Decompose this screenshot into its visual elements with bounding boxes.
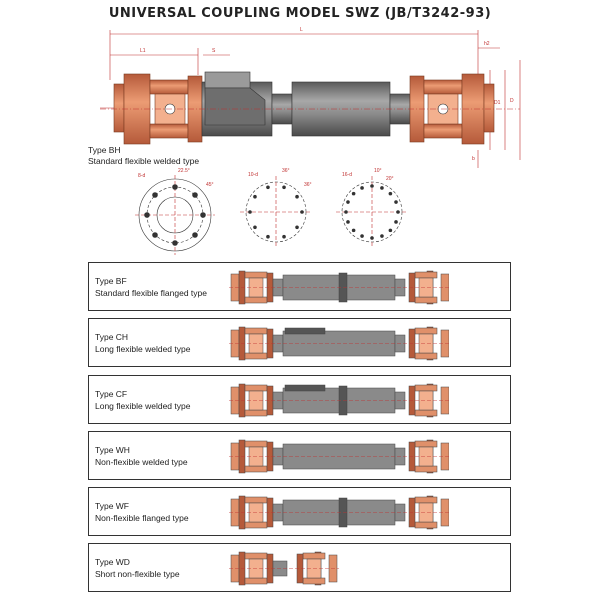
yoke-arm xyxy=(415,353,437,359)
bolt-hole xyxy=(346,200,350,204)
variant-desc: Non-flexible flanged type xyxy=(95,513,189,523)
yoke-arm xyxy=(415,441,437,447)
variant-desc: Long flexible welded type xyxy=(95,401,191,411)
dim-label-D1: D1 xyxy=(494,100,501,106)
yoke-arm xyxy=(245,466,267,472)
bolt-hole xyxy=(394,200,398,204)
variant-panel-wf xyxy=(88,487,511,536)
angle-label-7: 16-d xyxy=(342,172,353,178)
bolt-hole xyxy=(295,195,299,199)
yoke-arm xyxy=(245,328,267,334)
angle-label-9: 20° xyxy=(386,176,394,182)
dim-label-b: b xyxy=(472,156,475,162)
angle-label-5: 36° xyxy=(282,168,290,174)
bolt-hole xyxy=(266,235,270,239)
bolt-hole xyxy=(266,185,270,189)
yoke-arm xyxy=(245,272,267,278)
yoke-arm xyxy=(303,553,325,559)
dim-label-D: D xyxy=(510,98,514,104)
coupling-drawing xyxy=(229,544,449,593)
variant-name: Type BF xyxy=(95,276,127,286)
bolt-hole xyxy=(282,185,286,189)
yoke-arm xyxy=(415,385,437,391)
yoke-arm xyxy=(245,553,267,559)
coupling-drawing xyxy=(229,376,449,425)
yoke-arm xyxy=(245,522,267,528)
bolt-hole xyxy=(253,195,257,199)
spline-sleeve xyxy=(285,385,325,391)
variant-panel-wh xyxy=(88,431,511,480)
variant-desc: Standard flexible flanged type xyxy=(95,288,207,298)
bolt-hole xyxy=(396,210,400,214)
variant-name: Type CF xyxy=(95,389,128,399)
main-type-desc: Standard flexible welded type xyxy=(88,156,200,166)
bolt-hole xyxy=(370,236,374,240)
main-type-label xyxy=(88,145,199,167)
coupling-drawing xyxy=(229,263,449,312)
yoke-arm xyxy=(245,441,267,447)
bolt-hole xyxy=(248,210,252,214)
variant-panel-ch xyxy=(88,318,511,367)
yoke-arm xyxy=(415,497,437,503)
yoke-arm xyxy=(245,353,267,359)
variant-panel-cf xyxy=(88,375,511,424)
variant-desc: Non-flexible welded type xyxy=(95,457,188,467)
yoke-arm xyxy=(415,297,437,303)
main-type-name: Type BH xyxy=(88,145,121,155)
bolt-hole xyxy=(360,186,364,190)
angle-label-6: 36° xyxy=(304,182,312,188)
angle-label-4: 10-d xyxy=(248,172,259,178)
dim-label-h2: h2 xyxy=(484,41,490,47)
variant-panel-bf xyxy=(88,262,511,311)
bolt-hole xyxy=(389,229,393,233)
angle-label-8: 10° xyxy=(374,168,382,174)
variant-name: Type WD xyxy=(95,557,130,567)
yoke-arm xyxy=(415,272,437,278)
bolt-hole xyxy=(352,192,356,196)
bolt-hole xyxy=(380,186,384,190)
page-title: UNIVERSAL COUPLING MODEL SWZ (JB/T3242-93) xyxy=(108,6,492,21)
bolt-hole xyxy=(389,192,393,196)
variant-name: Type CH xyxy=(95,332,129,342)
bolt-hole xyxy=(360,234,364,238)
bolt-hole xyxy=(346,220,350,224)
coupling-drawing xyxy=(229,432,449,481)
variant-name: Type WH xyxy=(95,445,130,455)
bolt-hole xyxy=(253,225,257,229)
dim-label-L: L xyxy=(300,27,303,33)
yoke-arm xyxy=(245,578,267,584)
angle-label-1: 8-d xyxy=(138,173,146,179)
bolt-hole xyxy=(370,184,374,188)
flange-view-8-hole xyxy=(135,175,215,255)
yoke-arm xyxy=(415,466,437,472)
bolt-hole xyxy=(352,229,356,233)
variant-desc: Short non-flexible type xyxy=(95,569,180,579)
yoke-arm xyxy=(415,410,437,416)
bolt-hole xyxy=(295,225,299,229)
yoke-arm xyxy=(245,410,267,416)
yoke-arm xyxy=(245,497,267,503)
dim-label-L1: L1 xyxy=(140,48,146,54)
bolt-hole xyxy=(300,210,304,214)
bolt-hole xyxy=(380,234,384,238)
yoke-arm xyxy=(303,578,325,584)
bolt-hole xyxy=(394,220,398,224)
variant-panel-wd xyxy=(88,543,511,592)
spline-sleeve xyxy=(285,328,325,334)
variant-desc: Long flexible welded type xyxy=(95,344,191,354)
yoke-arm xyxy=(415,522,437,528)
coupling-drawing xyxy=(229,319,449,368)
main-coupling-drawing xyxy=(0,0,600,270)
spline-section xyxy=(202,72,272,136)
angle-label-3: 45° xyxy=(206,182,214,188)
bolt-hole xyxy=(344,210,348,214)
variant-name: Type WF xyxy=(95,501,130,511)
yoke-arm xyxy=(415,328,437,334)
yoke-arm xyxy=(245,385,267,391)
dim-label-S: S xyxy=(212,48,216,54)
angle-label-2: 22.5° xyxy=(178,168,190,174)
coupling-drawing xyxy=(229,488,449,537)
yoke-arm xyxy=(245,297,267,303)
bolt-hole xyxy=(282,235,286,239)
